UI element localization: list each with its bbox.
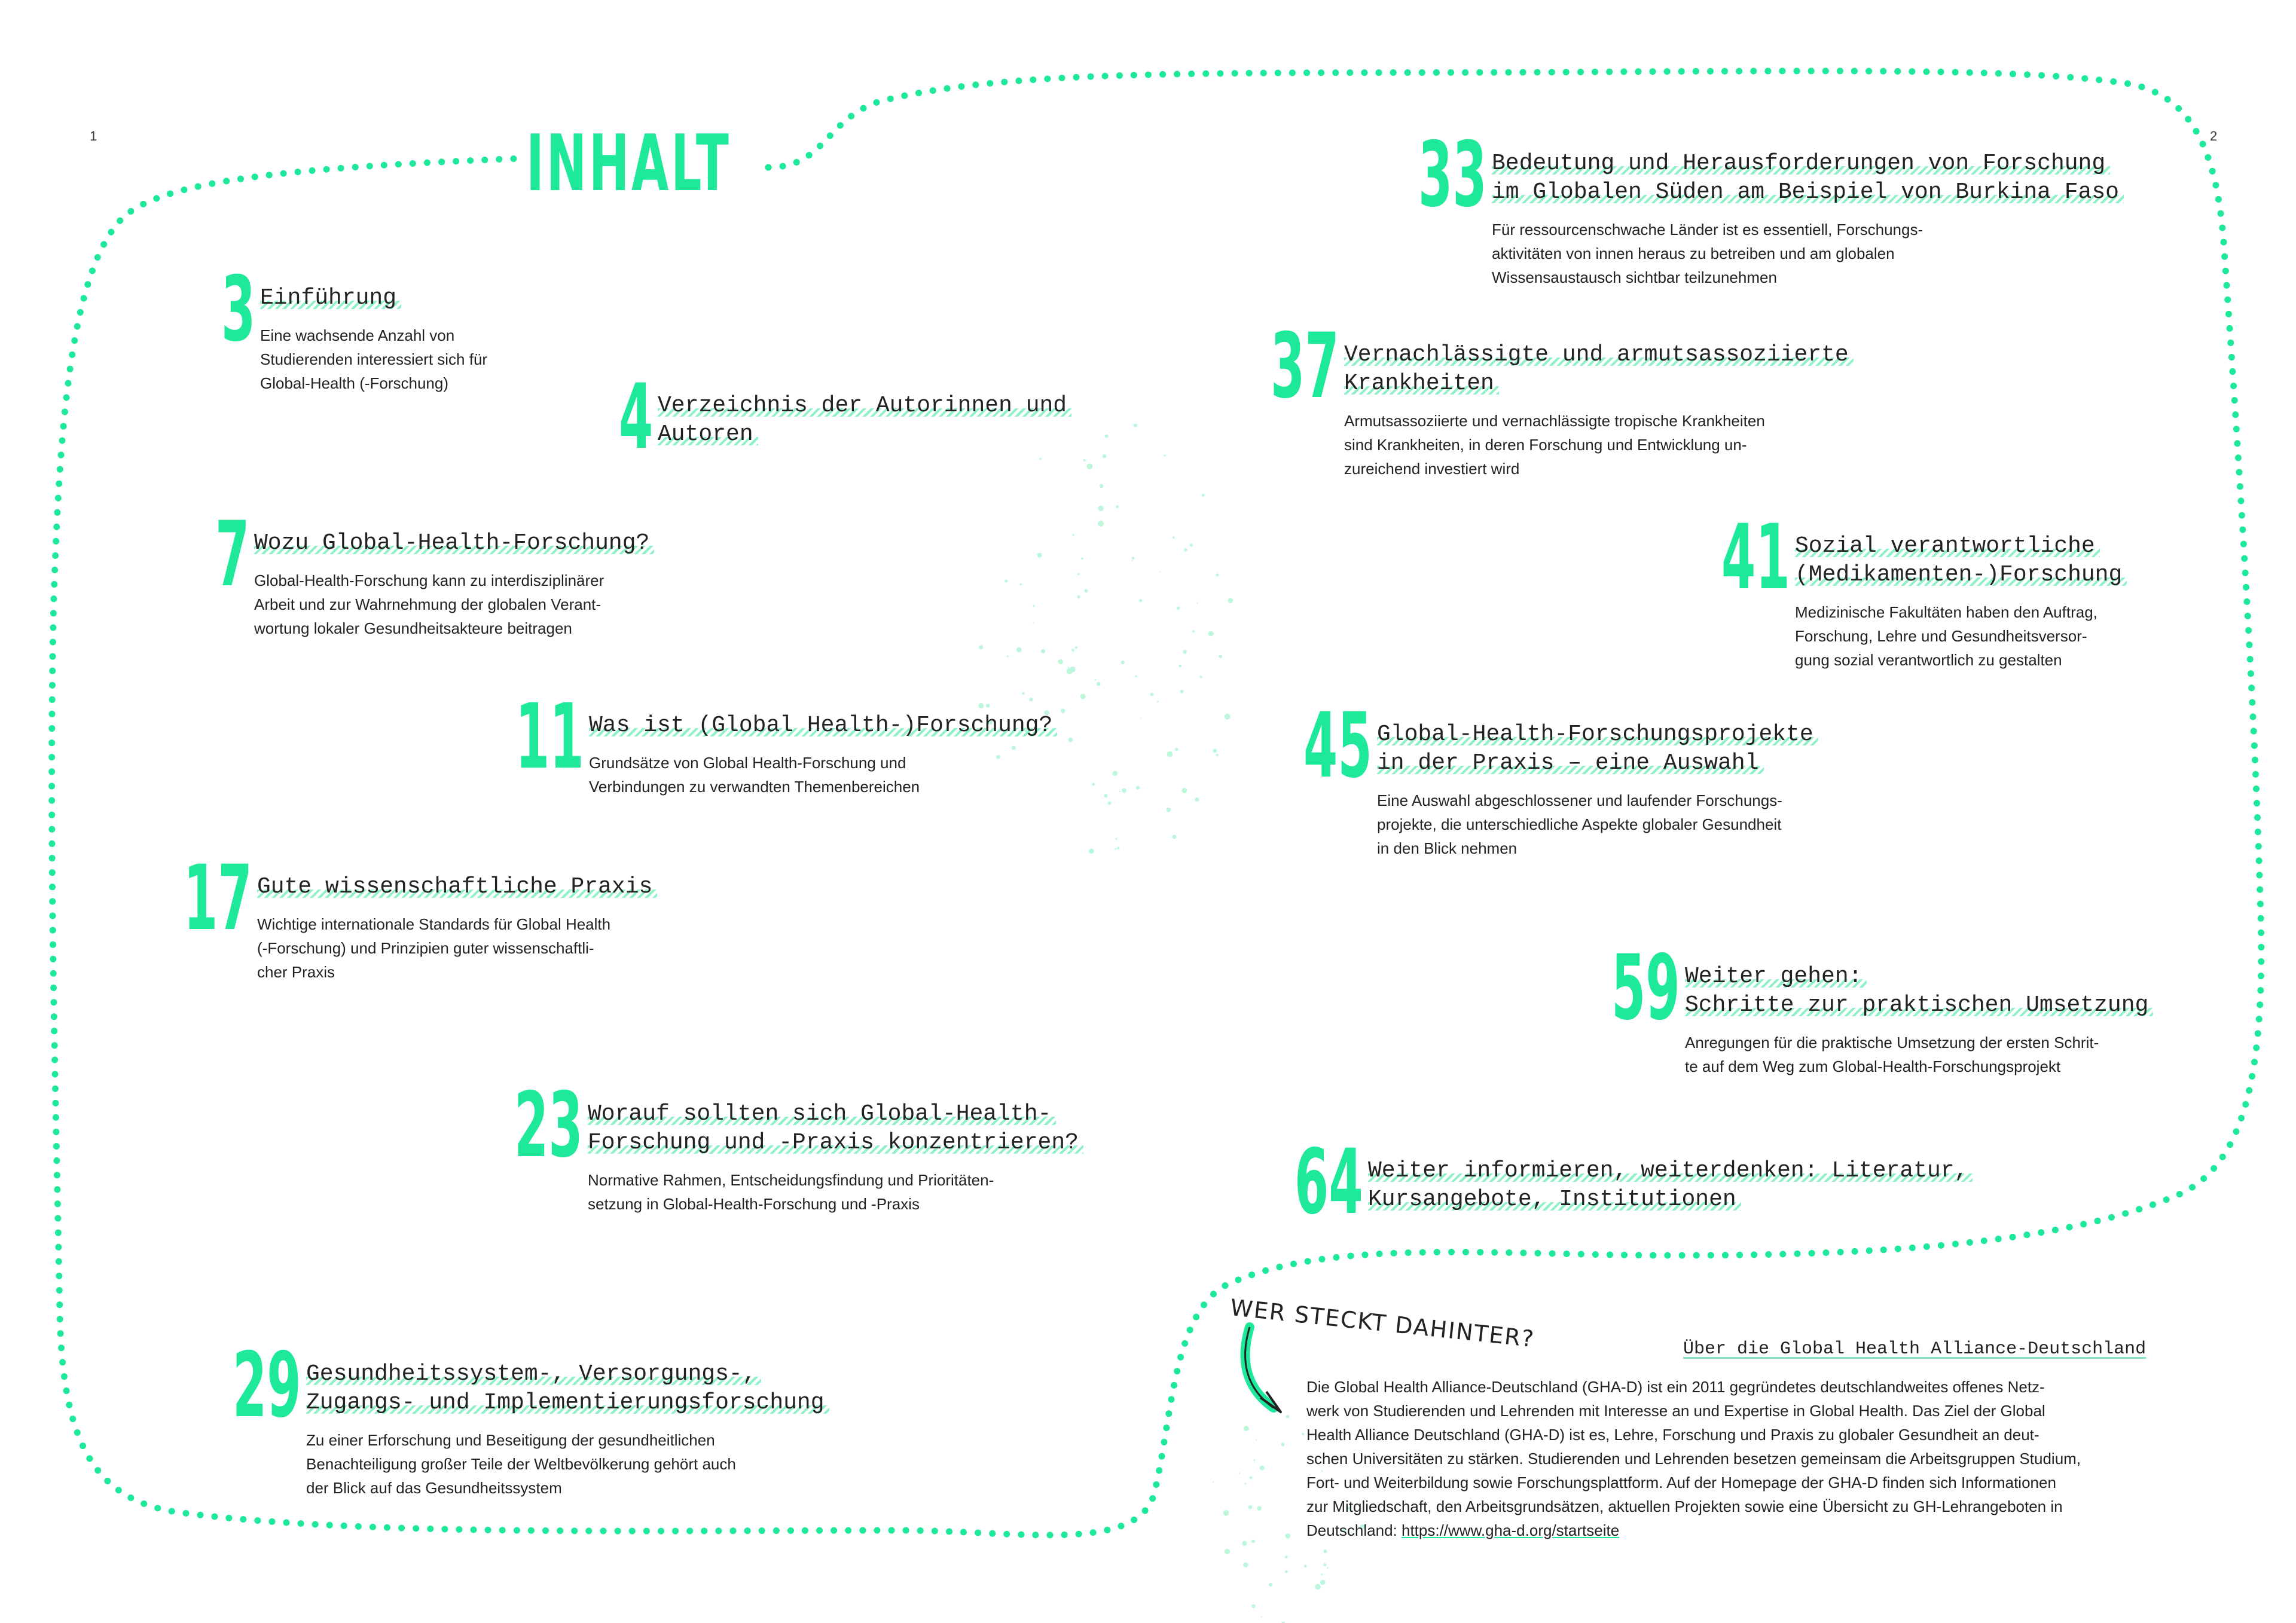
splatter-dot [1260, 1466, 1265, 1471]
splatter-dot [1089, 849, 1094, 854]
splatter-dot [1098, 521, 1104, 527]
toc-entry[interactable] [1418, 123, 2150, 289]
page-number-big: 29 [233, 1334, 301, 1438]
splatter-dot [1216, 754, 1219, 756]
splatter-dot [1080, 694, 1086, 699]
page-number-big: 41 [1721, 506, 1790, 610]
splatter-dot [1085, 589, 1088, 592]
entry-description: Für ressourcenschwache Länder ist es essentiell, Forschungs- aktivitäten von innen heraus zu betreiben und am globalen Wissensaustausch sichtbar teilzunehmen [1492, 221, 1923, 286]
entry-heading-line: Einführung [260, 285, 401, 311]
splatter-dot [1216, 573, 1219, 576]
splatter-dot [1159, 571, 1161, 572]
entry-heading [658, 392, 1112, 449]
entry-heading [1368, 1157, 2014, 1214]
page-title: INHALT [526, 118, 731, 209]
page-number-big: 17 [184, 846, 252, 950]
toc-entry[interactable] [618, 365, 1112, 469]
entry-heading [254, 529, 709, 558]
toc-entry[interactable] [1294, 1130, 2014, 1234]
splatter-dot [1072, 534, 1074, 536]
entry-heading [1377, 720, 1891, 778]
splatter-dot [1321, 1573, 1323, 1575]
splatter-dot [1119, 791, 1120, 792]
splatter-dot [1077, 573, 1080, 575]
entry-heading-line: Bedeutung und Herausforderungen von Forschung [1492, 151, 2110, 176]
entry-description: Medizinische Fakultäten haben den Auftrag, Forschung, Lehre und Gesundheitsversor- gung sozial verantwortlich zu gestalten [1795, 603, 2097, 669]
splatter-dot [1139, 599, 1142, 602]
entry-description: Eine Auswahl abgeschlossener und laufender Forschungs- projekte, die unterschiedliche Aspekte globaler Gesundheit in den Blick nehmen [1377, 791, 1782, 857]
splatter-dot [1182, 788, 1187, 793]
splatter-dot [1092, 783, 1095, 786]
splatter-dot [1327, 1567, 1329, 1569]
entry-heading [1795, 532, 2154, 589]
splatter-dot [1087, 463, 1093, 469]
toc-entry[interactable] [221, 258, 595, 395]
splatter-dot [1100, 484, 1103, 488]
splatter-dot [1007, 655, 1009, 657]
entry-description: Eine wachsende Anzahl von Studierenden interessiert sich für Global-Health (-Forschung) [260, 326, 488, 392]
about-heading: Über die Global Health Alliance-Deutschland [1683, 1339, 2147, 1359]
splatter-dot [1269, 1583, 1272, 1587]
splatter-dot [1157, 701, 1159, 702]
splatter-dot [1113, 771, 1118, 776]
entry-heading-line: Wozu Global-Health-Forschung? [254, 530, 654, 556]
splatter-dot [1075, 646, 1077, 649]
splatter-dot [1136, 786, 1140, 790]
splatter-dot [1192, 630, 1195, 632]
splatter-dot [1177, 607, 1180, 610]
splatter-dot [1135, 676, 1137, 677]
handwritten-note: WER STECKT DAHINTER? [1229, 1294, 1536, 1353]
splatter-dot [1117, 847, 1119, 849]
splatter-dot [1121, 661, 1125, 664]
splatter-dot [1173, 536, 1175, 539]
page-number-big: 33 [1418, 123, 1487, 227]
entry-heading [257, 873, 676, 901]
splatter-dot [1256, 1439, 1257, 1441]
splatter-dot [1302, 1433, 1304, 1435]
splatter-dot [1183, 650, 1187, 654]
page-number-big: 3 [221, 258, 255, 362]
splatter-dot [1212, 633, 1214, 635]
splatter-dot [1213, 1481, 1214, 1483]
gha-link[interactable]: https://www.gha-d.org/startseite [1401, 1521, 1620, 1539]
splatter-dot [1040, 458, 1042, 460]
splatter-dot [1190, 543, 1193, 546]
splatter-dot [1068, 738, 1073, 742]
splatter-dot [1167, 808, 1171, 812]
entry-heading-line: Weiter informieren, weiterdenken: Literatur, [1368, 1158, 1973, 1184]
toc-entry[interactable] [514, 1074, 1102, 1216]
splatter-dot [1260, 1616, 1262, 1618]
splatter-dot [1225, 1549, 1230, 1554]
page-number-big: 4 [618, 365, 653, 469]
splatter-dot [1285, 1555, 1288, 1558]
entry-heading-line: im Globalen Süden am Beispiel von Burkina Faso [1492, 179, 2124, 205]
entry-heading-line: Schritte zur praktischen Umsetzung [1685, 992, 2153, 1018]
entry-heading [1685, 962, 2163, 1020]
splatter-dot [1132, 557, 1135, 560]
splatter-dot [1175, 748, 1178, 751]
splatter-dot [979, 703, 984, 708]
splatter-dot [1020, 583, 1022, 585]
entry-description: Normative Rahmen, Entscheidungsfindung und Prioritäten- setzung in Global-Health-Forschung und -Praxis [588, 1171, 994, 1213]
page-number-big: 37 [1271, 314, 1339, 418]
splatter-dot [1097, 682, 1101, 686]
page-number-big: 7 [215, 503, 249, 607]
splatter-dot [1281, 1442, 1285, 1446]
splatter-dot [1103, 454, 1106, 458]
splatter-dot [1304, 1564, 1307, 1567]
splatter-dot [1245, 1483, 1247, 1484]
entry-heading-line: (Medikamenten-)Forschung [1795, 562, 2127, 588]
entry-heading [306, 1360, 844, 1417]
entry-heading-line: Was ist (Global Health-)Forschung? [589, 713, 1057, 738]
splatter-dot [1238, 1472, 1239, 1474]
splatter-dot [1251, 1604, 1256, 1609]
splatter-dot [1167, 751, 1173, 757]
entry-description: Wichtige internationale Standards für Global Health (-Forschung) und Prinzipien guter wissenschaftli- cher Praxis [257, 915, 611, 981]
splatter-dot [979, 645, 983, 649]
entry-heading-line: Kursangebote, Institutionen [1368, 1187, 1741, 1212]
entry-heading-line: Krankheiten [1344, 371, 1499, 396]
splatter-dot [1071, 649, 1074, 652]
splatter-dot [1199, 676, 1202, 678]
toc-entry[interactable] [184, 846, 676, 984]
entry-description: Zu einer Erforschung und Beseitigung der gesundheitlichen Benachteiligung großer Teile der Weltbevölkerung gehört auch der Blick auf das Gesundheitssystem [306, 1431, 736, 1497]
splatter-dot [1150, 693, 1154, 696]
toc-entry[interactable] [233, 1334, 844, 1500]
entry-heading-line: Gute wissenschaftliche Praxis [257, 874, 657, 900]
entry-heading-line: Global-Health-Forschungsprojekte [1377, 722, 1818, 747]
splatter-dot [1058, 659, 1063, 664]
splatter-dot [1324, 1549, 1327, 1553]
toc-entry[interactable] [515, 685, 1067, 799]
splatter-dot [1004, 579, 1007, 582]
entry-heading-line: Autoren [658, 421, 758, 447]
splatter-dot [1081, 558, 1083, 560]
splatter-dot [1250, 1477, 1252, 1479]
entry-heading-line: Verzeichnis der Autorinnen und [658, 393, 1071, 418]
about-body: Die Global Health Alliance-Deutschland (GHA-D) ist ein 2011 gegründetes deutschlandweites offenes Netz- werk von Studierenden und Lehrenden mit Interesse an und Expertise in Global Health. Das Ziel der Global Health Alliance Deutschland (GHA-D) ist es, Lehre, Forschung und Praxis zu globaler Gesundheit an deut- schen Universitäten zu stärken. Studierenden und Lehrenden besetzen gemeinsam die Arbeitsgruppen Studium, Fort- und Weiterbildung sowie Forschungsplattform. Auf der Homepage der GHA-D finden sich Informationen zur Mitgliedschaft, den Arbeitsgrundsätzen, aktuellen Projekten sowie eine Übersicht zu GH-Lehrangeboten in Deutschland: [1306, 1378, 2081, 1539]
splatter-dot [1108, 801, 1112, 805]
page-number-left: 1 [90, 129, 97, 143]
splatter-dot [1029, 698, 1033, 701]
splatter-dot [986, 704, 990, 708]
splatter-dot [1172, 835, 1176, 839]
splatter-dot [1068, 667, 1069, 668]
splatter-dot [1195, 797, 1199, 802]
splatter-dot [1242, 1541, 1247, 1546]
splatter-dot [1184, 548, 1187, 551]
entry-heading [260, 284, 595, 313]
page-number-big: 23 [514, 1074, 583, 1178]
splatter-dot [1285, 1533, 1290, 1539]
splatter-dot [1077, 595, 1080, 598]
splatter-dot [1132, 560, 1133, 561]
splatter-dot [1116, 505, 1119, 508]
page-number-big: 59 [1611, 936, 1680, 1040]
entry-heading-line: Zugangs- und Implementierungsforschung [306, 1390, 829, 1416]
page-number-big: 45 [1303, 694, 1372, 798]
splatter-dot [1178, 665, 1181, 668]
toc-entry[interactable] [1721, 506, 2154, 672]
entry-heading-line: Vernachlässigte und armutsassoziierte [1344, 342, 1854, 368]
page-number-big: 64 [1294, 1130, 1363, 1234]
splatter-dot [1164, 455, 1166, 457]
page-number-big: 11 [515, 685, 584, 789]
splatter-dot [1254, 1459, 1256, 1461]
about-text [1306, 1375, 2144, 1542]
splatter-dot [1251, 1539, 1255, 1543]
toc-entry[interactable] [215, 503, 709, 640]
splatter-dot [1285, 1570, 1288, 1573]
splatter-dot [1037, 553, 1042, 558]
splatter-dot [1213, 749, 1217, 753]
entry-heading [1492, 149, 2150, 207]
splatter-dot [1104, 794, 1107, 797]
splatter-dot [1243, 1563, 1248, 1568]
entry-description: Armutsassoziierte und vernachlässigte tropische Krankheiten sind Krankheiten, in deren Forschung und Entwicklung un- zureichend investiert wird [1344, 412, 1765, 478]
splatter-dot [1115, 838, 1117, 840]
splatter-dot [1115, 848, 1116, 850]
page-number-right: 2 [2210, 129, 2218, 143]
splatter-dot [1223, 1510, 1229, 1516]
splatter-dot [1016, 647, 1022, 653]
splatter-dot [1323, 1563, 1326, 1566]
entry-heading [1344, 341, 1870, 398]
entry-description: Anregungen für die praktische Umsetzung der ersten Schrit- te auf dem Weg zum Global-Health-Forschungsprojekt [1685, 1034, 2099, 1075]
entry-heading-line: Forschung und -Praxis konzentrieren? [588, 1130, 1083, 1156]
arrow-icon [1232, 1321, 1303, 1429]
splatter-dot [1248, 1505, 1253, 1509]
entry-heading [589, 711, 1067, 740]
splatter-dot [1098, 506, 1103, 511]
splatter-dot [1033, 622, 1034, 623]
splatter-dot [1257, 1506, 1262, 1511]
splatter-dot [1180, 690, 1184, 693]
entry-heading-line: Sozial verantwortliche [1795, 533, 2100, 559]
toc-entry[interactable] [1271, 314, 1870, 481]
splatter-dot [1225, 714, 1231, 720]
splatter-dot [1315, 1584, 1321, 1590]
splatter-dot [1320, 1580, 1326, 1585]
entry-description: Global-Health-Forschung kann zu interdisziplinärer Arbeit und zur Wahrnehmung der globalen Verant- wortung lokaler Gesundheitsakteure beitragen [254, 571, 604, 637]
splatter-dot [1140, 718, 1141, 719]
splatter-dot [1228, 598, 1233, 603]
splatter-dot [1033, 605, 1034, 607]
splatter-dot [1070, 667, 1076, 673]
splatter-dot [1083, 459, 1086, 461]
splatter-dot [1122, 788, 1126, 793]
splatter-dot [1197, 602, 1198, 603]
toc-entry[interactable] [1611, 936, 2163, 1078]
entry-heading [588, 1100, 1102, 1157]
splatter-dot [1022, 692, 1024, 695]
splatter-dot [1134, 423, 1137, 427]
splatter-dot [1202, 494, 1205, 497]
entry-heading-line: in der Praxis – eine Auswahl [1377, 750, 1764, 776]
entry-description: Grundsätze von Global Health-Forschung und Verbindungen zu verwandten Themenbereichen [589, 754, 920, 796]
entry-heading-line: Worauf sollten sich Global-Health- [588, 1101, 1056, 1127]
splatter-dot [1041, 649, 1045, 653]
entry-heading-line: Weiter gehen: [1685, 964, 1867, 989]
splatter-dot [1095, 679, 1096, 680]
splatter-dot [1219, 655, 1222, 659]
toc-entry[interactable] [1303, 694, 1891, 860]
entry-heading-line: Gesundheitssystem-, Versorgungs-, [306, 1361, 761, 1387]
